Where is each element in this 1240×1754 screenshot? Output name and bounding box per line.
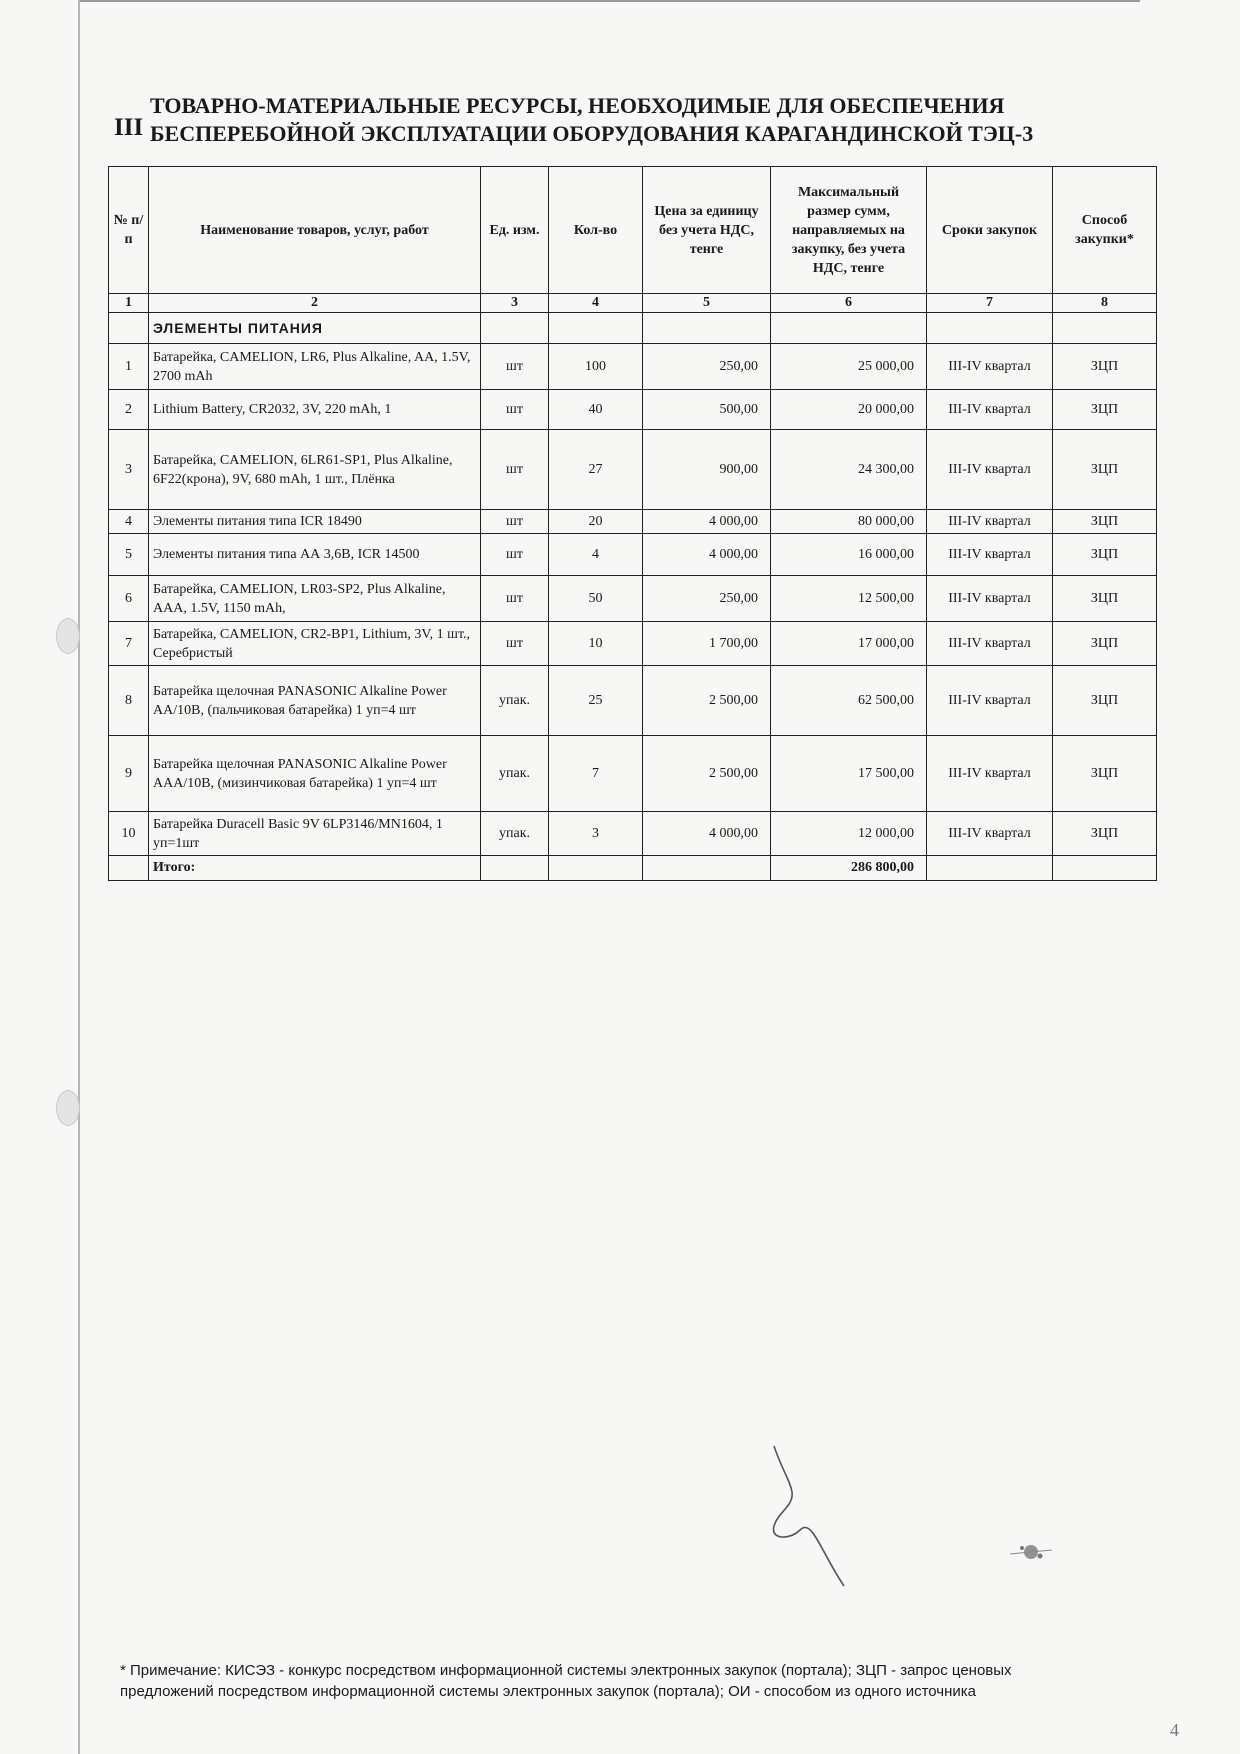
- column-number: 8: [1053, 294, 1157, 313]
- row-name: Элементы питания типа АА 3,6В, ICR 14500: [149, 534, 481, 576]
- row-qty: 27: [549, 430, 643, 510]
- footnote: * Примечание: КИСЭЗ - конкурс посредством информационной системы электронных закупок (портала); ЗЦП - запрос ценовых предложений посредством информационной системы электронных закупок (портала); ОИ - способом из одного источника: [120, 1662, 1012, 1700]
- col-header-qty: Кол-во: [549, 167, 643, 294]
- col-header-period: Сроки закупок: [927, 167, 1053, 294]
- row-unit: шт: [481, 534, 549, 576]
- row-unit: шт: [481, 430, 549, 510]
- row-sum: 12 500,00: [771, 576, 927, 622]
- table-row: [109, 510, 1157, 534]
- row-qty: 40: [549, 390, 643, 430]
- row-sum: 17 500,00: [771, 736, 927, 812]
- table-row: [109, 812, 1157, 856]
- row-name: Батарейка, CAMELION, CR2-BP1, Lithium, 3V, 1 шт., Серебристый: [149, 622, 481, 666]
- row-sum: 20 000,00: [771, 390, 927, 430]
- row-qty: 100: [549, 344, 643, 390]
- column-number: 6: [771, 294, 927, 313]
- row-price: 500,00: [643, 390, 771, 430]
- page-title: [150, 92, 1110, 148]
- col-header-max-sum: Максимальный размер сумм, направляемых на закупку, без учета НДС, тенге: [771, 167, 927, 294]
- total-label: Итого:: [149, 856, 481, 881]
- row-name: Батарейка, CAMELION, 6LR61-SP1, Plus Alkaline, 6F22(крона), 9V, 680 mAh, 1 шт., Плёнка: [149, 430, 481, 510]
- row-sum: 16 000,00: [771, 534, 927, 576]
- total-row: [109, 856, 1157, 881]
- page-edge-top: [80, 0, 1140, 2]
- row-period: III-IV квартал: [927, 390, 1053, 430]
- row-price: 4 000,00: [643, 510, 771, 534]
- resources-table: [108, 166, 1157, 881]
- header-row: [109, 167, 1157, 294]
- column-number: 1: [109, 294, 149, 313]
- row-period: III-IV квартал: [927, 430, 1053, 510]
- title-line-1: ТОВАРНО-МАТЕРИАЛЬНЫЕ РЕСУРСЫ, НЕОБХОДИМЫЕ ДЛЯ ОБЕСПЕЧЕНИЯ: [150, 93, 1005, 118]
- row-num: 10: [109, 812, 149, 856]
- row-method: ЗЦП: [1053, 812, 1157, 856]
- row-num: 2: [109, 390, 149, 430]
- row-qty: 20: [549, 510, 643, 534]
- row-name: Lithium Battery, CR2032, 3V, 220 mAh, 1: [149, 390, 481, 430]
- col-header-unit: Ед. изм.: [481, 167, 549, 294]
- row-num: 8: [109, 666, 149, 736]
- row-name: Батарейка, CAMELION, LR03-SP2, Plus Alkaline, AAA, 1.5V, 1150 mAh,: [149, 576, 481, 622]
- row-price: 4 000,00: [643, 534, 771, 576]
- row-price: 2 500,00: [643, 666, 771, 736]
- title-line-2: БЕСПЕРЕБОЙНОЙ ЭКСПЛУАТАЦИИ ОБОРУДОВАНИЯ КАРАГАНДИНСКОЙ ТЭЦ-3: [150, 121, 1034, 146]
- row-price: 1 700,00: [643, 622, 771, 666]
- row-price: 250,00: [643, 344, 771, 390]
- column-number: 3: [481, 294, 549, 313]
- table-row: [109, 344, 1157, 390]
- row-method: ЗЦП: [1053, 344, 1157, 390]
- row-price: 4 000,00: [643, 812, 771, 856]
- section-number: III: [114, 114, 144, 141]
- col-header-method: Способ закупки*: [1053, 167, 1157, 294]
- row-period: III-IV квартал: [927, 344, 1053, 390]
- row-method: ЗЦП: [1053, 666, 1157, 736]
- ink-smudge-mark: [1006, 1536, 1056, 1566]
- row-name: Батарейка щелочная PANASONIC Alkaline Power AAA/10B, (мизинчиковая батарейка) 1 уп=4 шт: [149, 736, 481, 812]
- row-name: Батарейка Duracell Basic 9V 6LP3146/MN1604, 1 уп=1шт: [149, 812, 481, 856]
- row-method: ЗЦП: [1053, 510, 1157, 534]
- page-mark: 4: [1170, 1720, 1179, 1740]
- row-sum: 80 000,00: [771, 510, 927, 534]
- table-row: [109, 390, 1157, 430]
- row-period: III-IV квартал: [927, 812, 1053, 856]
- row-method: ЗЦП: [1053, 390, 1157, 430]
- row-price: 250,00: [643, 576, 771, 622]
- row-period: III-IV квартал: [927, 736, 1053, 812]
- row-unit: шт: [481, 622, 549, 666]
- row-unit: упак.: [481, 666, 549, 736]
- row-method: ЗЦП: [1053, 430, 1157, 510]
- col-header-price: Цена за единицу без учета НДС, тенге: [643, 167, 771, 294]
- row-qty: 3: [549, 812, 643, 856]
- table-row: [109, 534, 1157, 576]
- column-number: 2: [149, 294, 481, 313]
- row-num: 5: [109, 534, 149, 576]
- row-unit: шт: [481, 576, 549, 622]
- row-num: 6: [109, 576, 149, 622]
- row-sum: 24 300,00: [771, 430, 927, 510]
- row-name: Батарейка, CAMELION, LR6, Plus Alkaline, AA, 1.5V, 2700 mAh: [149, 344, 481, 390]
- row-qty: 50: [549, 576, 643, 622]
- signature-mark: [760, 1440, 870, 1590]
- total-value: 286 800,00: [771, 856, 927, 881]
- row-num: 4: [109, 510, 149, 534]
- row-unit: шт: [481, 390, 549, 430]
- row-price: 2 500,00: [643, 736, 771, 812]
- row-unit: шт: [481, 344, 549, 390]
- row-unit: упак.: [481, 812, 549, 856]
- row-period: III-IV квартал: [927, 510, 1053, 534]
- row-name: Элементы питания типа ICR 18490: [149, 510, 481, 534]
- column-number: 4: [549, 294, 643, 313]
- row-sum: 17 000,00: [771, 622, 927, 666]
- column-number-row: [109, 294, 1157, 313]
- row-unit: шт: [481, 510, 549, 534]
- column-number: 7: [927, 294, 1053, 313]
- row-sum: 25 000,00: [771, 344, 927, 390]
- row-sum: 12 000,00: [771, 812, 927, 856]
- row-period: III-IV квартал: [927, 666, 1053, 736]
- category-row: [109, 313, 1157, 344]
- row-num: 1: [109, 344, 149, 390]
- row-num: 7: [109, 622, 149, 666]
- category-label: ЭЛЕМЕНТЫ ПИТАНИЯ: [149, 313, 481, 344]
- row-method: ЗЦП: [1053, 576, 1157, 622]
- table-row: [109, 430, 1157, 510]
- row-method: ЗЦП: [1053, 736, 1157, 812]
- row-qty: 7: [549, 736, 643, 812]
- row-qty: 25: [549, 666, 643, 736]
- row-num: 9: [109, 736, 149, 812]
- table-row: [109, 736, 1157, 812]
- binder-hole: [56, 1090, 80, 1126]
- table-row: [109, 576, 1157, 622]
- column-number: 5: [643, 294, 771, 313]
- row-period: III-IV квартал: [927, 534, 1053, 576]
- row-method: ЗЦП: [1053, 622, 1157, 666]
- row-num: 3: [109, 430, 149, 510]
- page-edge-left: [78, 0, 80, 1754]
- col-header-name: Наименование товаров, услуг, работ: [149, 167, 481, 294]
- col-header-num: № п/п: [109, 167, 149, 294]
- row-qty: 4: [549, 534, 643, 576]
- row-sum: 62 500,00: [771, 666, 927, 736]
- row-method: ЗЦП: [1053, 534, 1157, 576]
- row-period: III-IV квартал: [927, 576, 1053, 622]
- table-row: [109, 622, 1157, 666]
- binder-hole: [56, 618, 80, 654]
- row-qty: 10: [549, 622, 643, 666]
- table-row: [109, 666, 1157, 736]
- row-price: 900,00: [643, 430, 771, 510]
- row-period: III-IV квартал: [927, 622, 1053, 666]
- row-name: Батарейка щелочная PANASONIC Alkaline Power AA/10B, (пальчиковая батарейка) 1 уп=4 шт: [149, 666, 481, 736]
- row-unit: упак.: [481, 736, 549, 812]
